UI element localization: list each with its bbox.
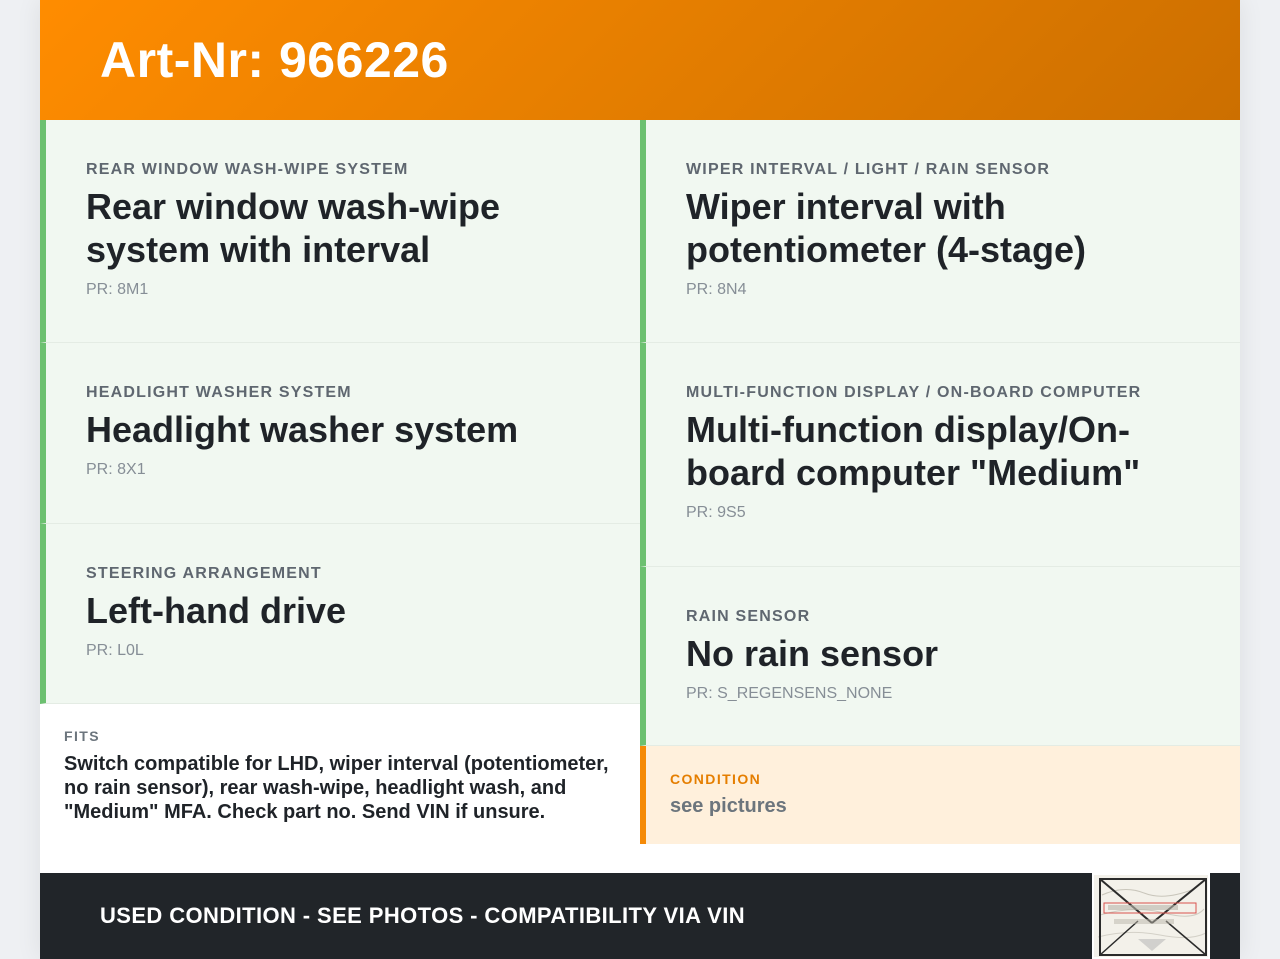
feature-pr-code: PR: 8M1 — [86, 281, 149, 298]
condition-section — [640, 746, 1240, 844]
feature-title: Wiper interval with potentiometer (4-stage) — [686, 186, 1087, 270]
left-column — [40, 120, 640, 873]
feature-category: HEADLIGHT WASHER SYSTEM — [86, 384, 352, 401]
feature-pr-code: PR: L0L — [86, 642, 144, 659]
feature-title: Headlight washer system — [86, 409, 519, 450]
vehicle-data-label-thumbnail[interactable] — [1092, 873, 1210, 959]
label-photo-image — [1094, 875, 1208, 957]
footer-bar — [40, 873, 1240, 959]
feature-category: WIPER INTERVAL / LIGHT / RAIN SENSOR — [686, 161, 1051, 178]
feature-card-steering — [40, 524, 640, 704]
feature-card-wiper-interval — [640, 120, 1240, 343]
feature-card-rain-sensor — [640, 567, 1240, 746]
feature-pr-code: PR: 8N4 — [686, 281, 747, 298]
feature-card-rear-wash-wipe — [40, 120, 640, 343]
feature-pr-code: PR: 9S5 — [686, 504, 746, 521]
feature-pr-code: PR: 8X1 — [86, 461, 146, 478]
feature-category: RAIN SENSOR — [686, 608, 811, 625]
listing-sheet — [40, 0, 1240, 959]
feature-title: No rain sensor — [686, 633, 939, 674]
feature-title: Left-hand drive — [86, 590, 347, 631]
feature-category: REAR WINDOW WASH-WIPE SYSTEM — [86, 161, 409, 178]
feature-grid — [40, 120, 1240, 873]
fits-section — [40, 704, 640, 873]
header-bar — [40, 0, 1240, 120]
footer-note: USED CONDITION - SEE PHOTOS - COMPATIBILITY VIA VIN — [100, 903, 746, 928]
feature-title: Multi-function display/On-board computer "Medium" — [686, 409, 1141, 493]
feature-category: MULTI-FUNCTION DISPLAY / ON-BOARD COMPUTER — [686, 384, 1142, 401]
condition-label: CONDITION — [670, 771, 762, 787]
feature-title: Rear window wash-wipe system with interval — [86, 186, 501, 270]
feature-card-multi-function-display — [640, 343, 1240, 567]
feature-category: STEERING ARRANGEMENT — [86, 565, 322, 582]
condition-value: see pictures — [670, 795, 787, 817]
article-number-title: Art-Nr: 966226 — [100, 32, 449, 88]
feature-pr-code: PR: S_REGENSENS_NONE — [686, 685, 893, 702]
feature-card-headlight-washer — [40, 343, 640, 524]
fits-text: Switch compatible for LHD, wiper interval (potentiometer, no rain sensor), rear wash-wipe, headlight wash, and "Medium" MFA. Check part no. Send VIN if unsure. — [64, 753, 609, 823]
right-column — [640, 120, 1240, 873]
fits-label: FITS — [64, 728, 100, 744]
